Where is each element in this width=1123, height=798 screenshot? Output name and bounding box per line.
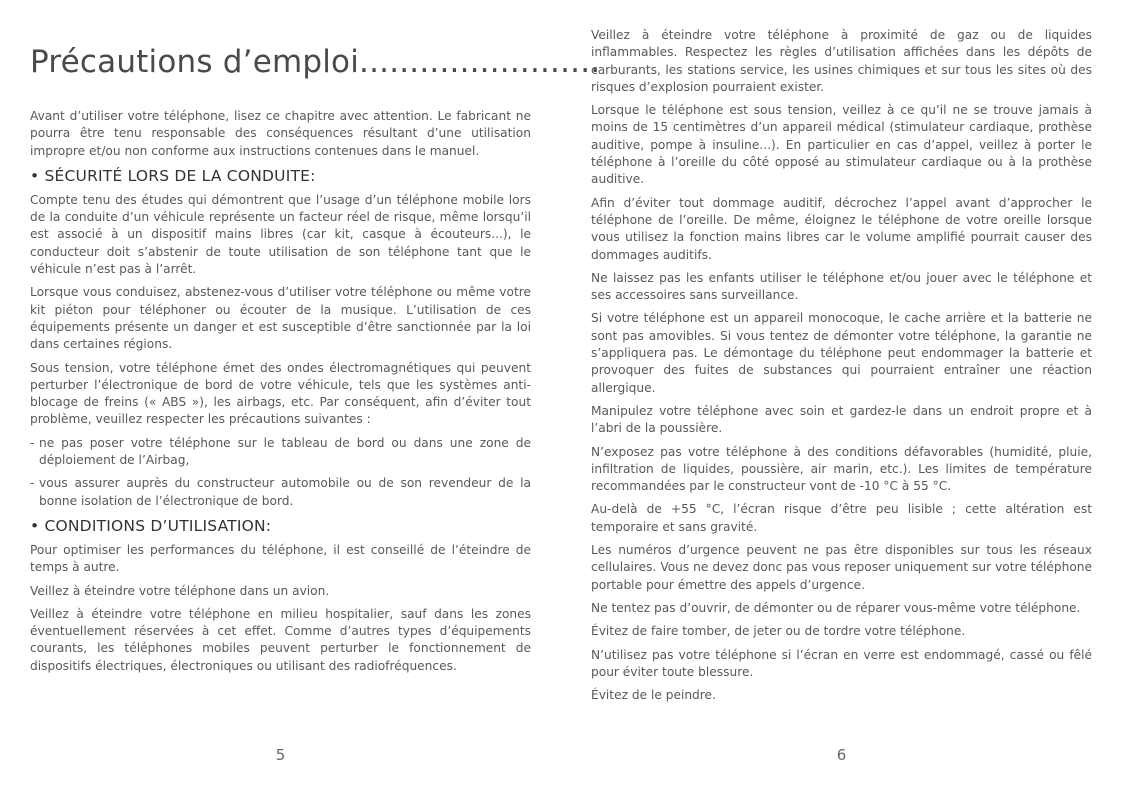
paragraph: Si votre téléphone est un appareil monocoque, le cache arrière et la batterie ne sont pas amovibles. Si vous tentez de démonter votre téléphone, la garantie ne s’appliquera pas. Le démontage du téléphone peut endommager la batterie et provoquer des fuites de substances qui pourraient entraîner une réaction allergique. bbox=[591, 311, 1092, 395]
bullet-dash: - bbox=[30, 476, 35, 491]
paragraph: Veillez à éteindre votre téléphone en milieu hospitalier, sauf dans les zones éventuellement réservées à cet effet. Comme d’autres types d’équipements courants, les téléphones mobiles peuvent perturber le fonctionnement de dispositifs électriques, électroniques ou utilisant des radiofréquences. bbox=[30, 606, 531, 673]
paragraph: Lorsque le téléphone est sous tension, veillez à ce qu’il ne se trouve jamais à moins de 15 centimètres d’un appareil médical (stimulateur cardiaque, prothèse auditive, pompe à insuline...). En particulier en cas d’appel, veillez à porter le téléphone à l’oreille du côté opposé au stimulateur cardiaque ou à la prothèse auditive. bbox=[591, 103, 1092, 187]
paragraph: Évitez de faire tomber, de jeter ou de tordre votre téléphone. bbox=[591, 624, 966, 639]
section-heading-usage-conditions: • CONDITIONS D’UTILISATION: bbox=[30, 516, 272, 535]
bullet-text: vous assurer auprès du constructeur automobile ou de son revendeur de la bonne isolation de l’électronique de bord. bbox=[39, 476, 531, 508]
page-number: 6 bbox=[836, 746, 847, 764]
bullet-dash: - bbox=[30, 435, 35, 450]
paragraph: N’utilisez pas votre téléphone si l’écran en verre est endommagé, cassé ou fêlé pour éviter toute blessure. bbox=[591, 647, 1092, 679]
paragraph: Les numéros d’urgence peuvent ne pas être disponibles sur tous les réseaux cellulaires. Vous ne devez donc pas vous reposer uniquement sur votre téléphone portable pour émettre des appels d’urgence. bbox=[591, 543, 1092, 592]
page-number: 5 bbox=[275, 746, 286, 764]
paragraph: Afin d’éviter tout dommage auditif, décrochez l’appel avant d’approcher le téléphone de l’oreille. De même, éloignez le téléphone de votre oreille lorsque vous utilisez la fonction mains libres car le volume amplifié pourrait causer des dommages auditifs. bbox=[591, 195, 1092, 262]
paragraph: Ne tentez pas d’ouvrir, de démonter ou de réparer vous-même votre téléphone. bbox=[591, 600, 1081, 615]
paragraph: Au-delà de +55 °C, l’écran risque d’être peu lisible ; cette altération est temporaire et sans gravité. bbox=[591, 502, 1092, 534]
page-title: Précautions d’emploi........................ bbox=[30, 44, 601, 80]
paragraph: Veillez à éteindre votre téléphone dans un avion. bbox=[30, 583, 330, 598]
paragraph: Évitez de le peindre. bbox=[591, 688, 716, 703]
paragraph: Manipulez votre téléphone avec soin et gardez-le dans un endroit propre et à l’abri de la poussière. bbox=[591, 403, 1092, 436]
paragraph: Pour optimiser les performances du téléphone, il est conseillé de l’éteindre de temps à autre. bbox=[30, 542, 531, 575]
paragraph: Compte tenu des études qui démontrent que l’usage d’un téléphone mobile lors de la conduite d’un véhicule représente un facteur réel de risque, même lorsqu’il est associé à un dispositif mains libres (car kit, casque à écouteurs...), le conducteur doit s’abstenir de toute utilisation de son téléphone tant que le véhicule n’est pas à l’arrêt. bbox=[30, 192, 531, 277]
bullet-item bbox=[30, 435, 531, 470]
right-page bbox=[591, 0, 1092, 798]
paragraph: Ne laissez pas les enfants utiliser le téléphone et/ou jouer avec le téléphone et ses accessoires sans surveillance. bbox=[591, 270, 1092, 303]
right-column bbox=[591, 27, 1092, 710]
paragraph: Veillez à éteindre votre téléphone à proximité de gaz ou de liquides inflammables. Respectez les règles d’utilisation affichées dans les dépôts de carburants, les stations service, les usines chimiques et sur tous les sites où des risques d’explosion pourraient exister. bbox=[591, 28, 1092, 94]
paragraph: N’exposez pas votre téléphone à des conditions défavorables (humidité, pluie, infiltration de liquides, poussière, air marin, etc.). Les limites de température recommandées par le constructeur vont de -10 °C à 55 °C. bbox=[591, 444, 1092, 494]
paragraph: Sous tension, votre téléphone émet des ondes électromagnétiques qui peuvent perturber l’électronique de bord de votre véhicule, tels que les systèmes anti-blocage de freins (« ABS »), les airbags, etc. Par conséquent, afin d’éviter tout problème, veuillez respecter les précautions suivantes : bbox=[30, 360, 531, 427]
section-heading-driving-safety: • SÉCURITÉ LORS DE LA CONDUITE: bbox=[30, 166, 316, 185]
left-page bbox=[30, 0, 601, 798]
bullet-item bbox=[30, 475, 531, 510]
paragraph: Lorsque vous conduisez, abstenez-vous d’utiliser votre téléphone ou même votre kit piéton pour téléphoner ou écouter de la musique. L’utilisation de ces équipements présente un danger et est susceptible d’être sanctionnée par la loi dans certaines régions. bbox=[30, 285, 531, 352]
intro-paragraph: Avant d’utiliser votre téléphone, lisez ce chapitre avec attention. Le fabricant ne pourra être tenu responsable des conséquences résultant d’une utilisation impropre et/ou non conforme aux instructions contenues dans le manuel. bbox=[30, 109, 531, 158]
left-column bbox=[30, 108, 531, 681]
bullet-text: ne pas poser votre téléphone sur le tableau de bord ou dans une zone de déploiement de l’Airbag, bbox=[39, 435, 531, 468]
